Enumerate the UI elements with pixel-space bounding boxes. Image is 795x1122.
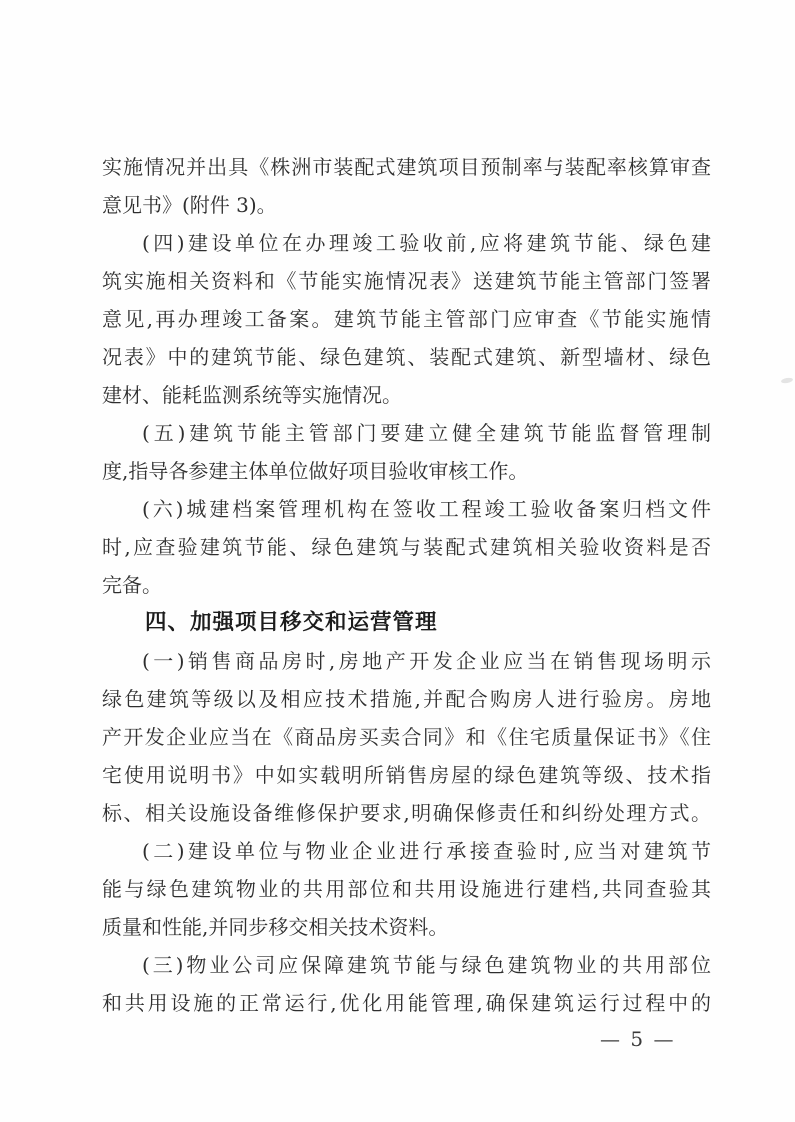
text-line: (二)建设单位与物业企业进行承接查验时,应当对建筑节 (142, 839, 711, 863)
text-line: 意见,再办理竣工备案。建筑节能主管部门应审查《节能实施情 (102, 307, 711, 331)
text-line: (六)城建档案管理机构在签收工程竣工验收备案归档文件 (142, 497, 711, 521)
text-line: 况表》中的建筑节能、绿色建筑、装配式建筑、新型墙材、绿色 (102, 345, 711, 369)
text-line: 时,应查验建筑节能、绿色建筑与装配式建筑相关验收资料是否 (102, 535, 711, 559)
text-line: 完备。 (102, 573, 162, 597)
scan-artifact (781, 377, 794, 384)
text-line: (三)物业公司应保障建筑节能与绿色建筑物业的共用部位 (142, 953, 711, 977)
text-line: 实施情况并出具《株洲市装配式建筑项目预制率与装配率核算审查 (102, 155, 711, 179)
text-line: 产开发企业应当在《商品房买卖合同》和《住宅质量保证书》《住 (102, 725, 711, 749)
document-body (102, 148, 711, 1022)
text-line: 建材、能耗监测系统等实施情况。 (102, 383, 402, 407)
text-line: 筑实施相关资料和《节能实施情况表》送建筑节能主管部门签署 (102, 269, 711, 293)
text-line: (四)建设单位在办理竣工验收前,应将建筑节能、绿色建 (142, 231, 711, 255)
section-heading: 四、加强项目移交和运营管理 (145, 610, 438, 635)
text-line: 标、相关设施设备维修保护要求,明确保修责任和纠纷处理方式。 (102, 801, 711, 825)
text-line: 意见书》(附件 3)。 (102, 193, 277, 217)
text-line: 质量和性能,并同步移交相关技术资料。 (102, 915, 449, 939)
page-number: — 5 — (600, 1027, 676, 1051)
text-line: (五)建筑节能主管部门要建立健全建筑节能监督管理制 (142, 421, 711, 445)
text-line: 和共用设施的正常运行,优化用能管理,确保建筑运行过程中的 (102, 991, 711, 1015)
text-line: 绿色建筑等级以及相应技术措施,并配合购房人进行验房。房地 (102, 687, 711, 711)
text-line: 能与绿色建筑物业的共用部位和共用设施进行建档,共同查验其 (102, 877, 711, 901)
text-line: (一)销售商品房时,房地产开发企业应当在销售现场明示 (142, 649, 711, 673)
text-line: 宅使用说明书》中如实载明所销售房屋的绿色建筑等级、技术指 (102, 763, 711, 787)
text-line: 度,指导各参建主体单位做好项目验收审核工作。 (102, 459, 529, 483)
